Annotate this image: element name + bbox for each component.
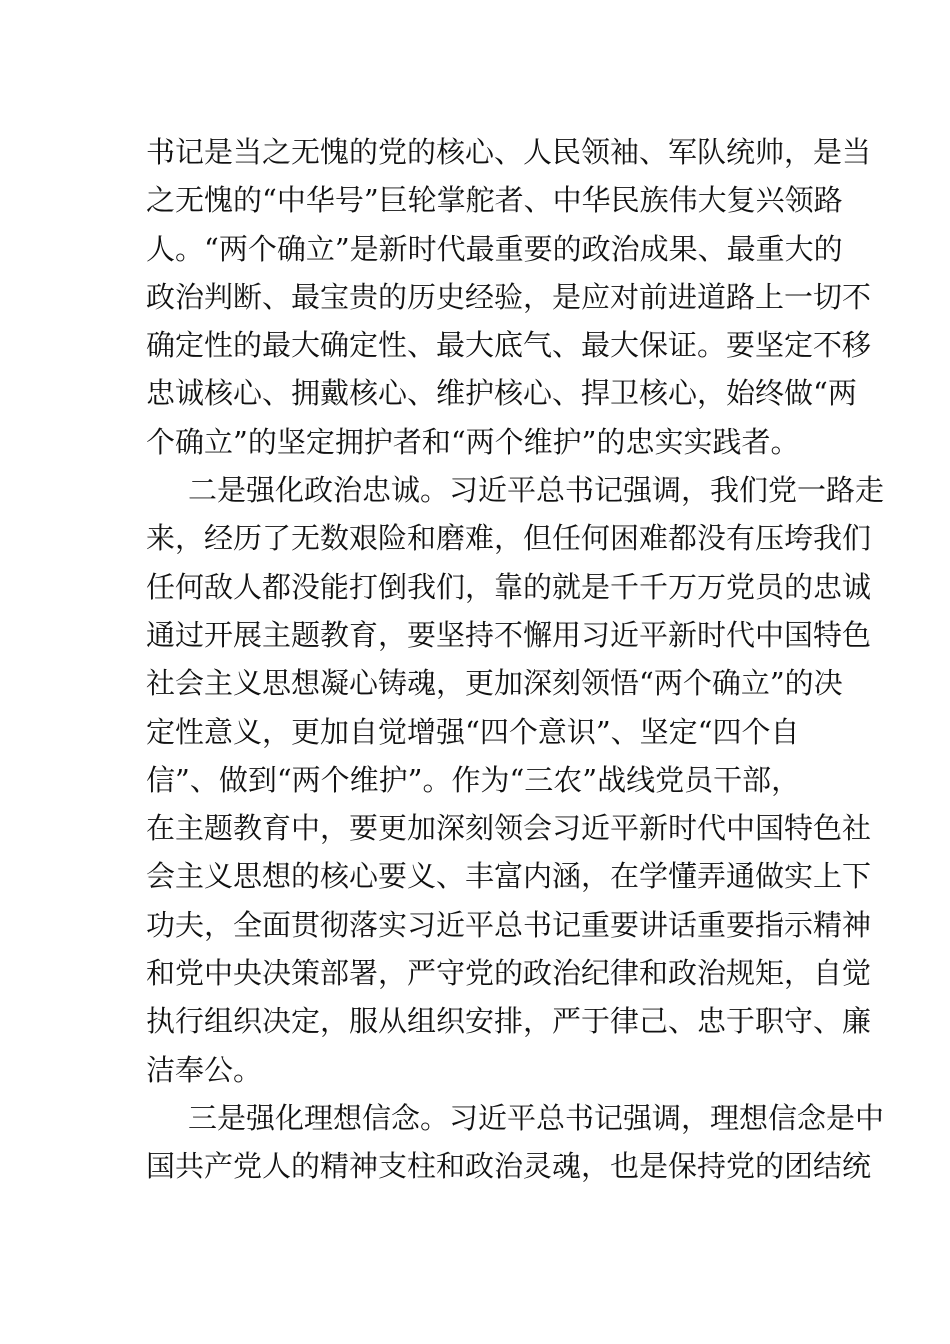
text-line-7: 个确立”的坚定拥护者和“两个维护”的忠实实践者。 — [146, 424, 800, 459]
text-line-22: 国共产党人的精神支柱和政治灵魂，也是保持党的团结统 — [146, 1149, 872, 1184]
text-line-20: 洁奉公。 — [146, 1052, 263, 1087]
paragraph-2-first-line: 二是强化政治忠诚。习近平总书记强调，我们党一路走 — [188, 473, 885, 508]
text-line-10: 任何敌人都没能打倒我们，靠的就是千千万万党员的忠诚 — [146, 569, 872, 604]
text-line-16: 会主义思想的核心要义、丰富内涵，在学懂弄通做实上下 — [146, 859, 872, 894]
text-line-19: 执行组织决定，服从组织安排，严于律己、忠于职守、廉 — [146, 1004, 872, 1039]
text-line-9: 来，经历了无数艰险和磨难，但任何困难都没有压垮我们 — [146, 521, 872, 556]
text-line-11: 通过开展主题教育，要坚持不懈用习近平新时代中国特色 — [146, 617, 872, 652]
text-line-2: 之无愧的“中华号”巨轮掌舵者、中华民族伟大复兴领路 — [146, 183, 843, 218]
text-line-17: 功夫，全面贯彻落实习近平总书记重要讲话重要指示精神 — [146, 907, 872, 942]
text-line-12: 社会主义思想凝心铸魂，更加深刻领悟“两个确立”的决 — [146, 666, 843, 701]
text-line-14: 信”、做到“两个维护”。作为“三农”战线党员干部， — [146, 762, 801, 797]
text-line-15: 在主题教育中，要更加深刻领会习近平新时代中国特色社 — [146, 811, 872, 846]
body-text — [146, 128, 885, 1191]
text-line-5: 确定性的最大确定性、最大底气、最大保证。要坚定不移 — [146, 328, 872, 363]
text-line-4: 政治判断、最宝贵的历史经验，是应对前进道路上一切不 — [146, 279, 872, 314]
text-line-1: 书记是当之无愧的党的核心、人民领袖、军队统帅，是当 — [146, 135, 872, 169]
paragraph-3-first-line: 三是强化理想信念。习近平总书记强调，理想信念是中 — [188, 1100, 885, 1135]
text-line-18: 和党中央决策部署，严守党的政治纪律和政治规矩，自觉 — [146, 956, 872, 991]
text-line-13: 定性意义，更加自觉增强“四个意识”、坚定“四个自 — [146, 714, 800, 749]
text-line-3: 人。“两个确立”是新时代最重要的政治成果、最重大的 — [146, 231, 843, 266]
text-line-6: 忠诚核心、拥戴核心、维护核心、捍卫核心，始终做“两 — [146, 376, 857, 411]
